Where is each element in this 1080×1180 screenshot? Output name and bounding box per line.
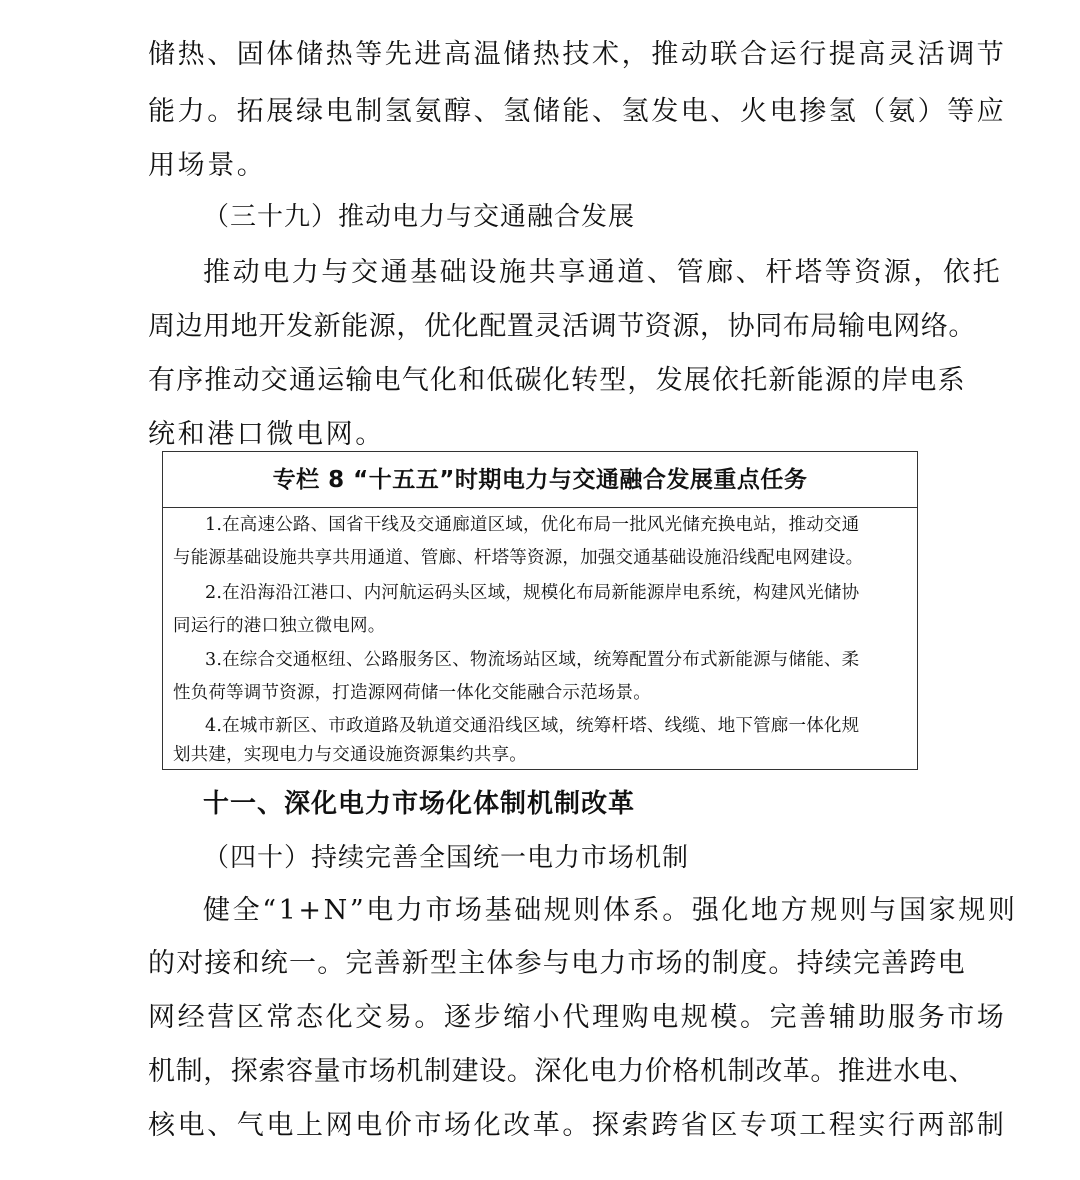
column-box-line: 同运行的港口独立微电网。 [173, 616, 386, 636]
paragraph-line: 能力。拓展绿电制氢氨醇、氢储能、氢发电、火电掺氢（氨）等应 [148, 96, 1007, 127]
column-box-title: 专栏 8 “十五五”时期电力与交通融合发展重点任务 [163, 452, 917, 508]
column-box-line: 3.在综合交通枢纽、公路服务区、物流场站区域，统筹配置分布式新能源与储能、柔 [205, 650, 860, 670]
paragraph-line: 有序推动交通运输电气化和低碳化转型，发展依托新能源的岸电系 [148, 365, 966, 396]
column-box-line: 性负荷等调节资源，打造源网荷储一体化交能融合示范场景。 [173, 683, 651, 703]
chapter-heading-11: 十一、深化电力市场化体制机制改革 [203, 789, 636, 819]
paragraph-line: 周边用地开发新能源，优化配置灵活调节资源，协同布局输电网络。 [148, 311, 976, 342]
paragraph-line: 网经营区常态化交易。逐步缩小代理购电规模。完善辅助服务市场 [148, 1002, 1007, 1033]
paragraph-line: 健全“1+N”电力市场基础规则体系。强化地方规则与国家规则 [203, 895, 1018, 926]
column-box-line: 4.在城市新区、市政道路及轨道交通沿线区域，统筹杆塔、线缆、地下管廊一体化规 [205, 716, 860, 736]
column-box-line: 2.在沿海沿江港口、内河航运码头区域，规模化布局新能源岸电系统，构建风光储协 [205, 583, 860, 603]
paragraph-line: 机制，探索容量市场机制建设。深化电力价格机制改革。推进水电、 [148, 1056, 976, 1087]
column-box-line: 划共建，实现电力与交通设施资源集约共享。 [173, 745, 527, 765]
paragraph-line: 储热、固体储热等先进高温储热技术，推动联合运行提高灵活调节 [148, 39, 1007, 70]
paragraph-line: 用场景。 [148, 150, 267, 181]
section-heading-40: （四十）持续完善全国统一电力市场机制 [203, 843, 690, 873]
paragraph-line: 的对接和统一。完善新型主体参与电力市场的制度。持续完善跨电 [148, 948, 966, 979]
paragraph-line: 核电、气电上网电价市场化改革。探索跨省区专项工程实行两部制 [148, 1110, 1007, 1141]
paragraph-line: 统和港口微电网。 [148, 419, 385, 450]
column-box-line: 与能源基础设施共享共用通道、管廊、杆塔等资源，加强交通基础设施沿线配电网建设。 [173, 548, 864, 568]
column-box [162, 451, 918, 770]
section-heading-39: （三十九）推动电力与交通融合发展 [203, 202, 636, 232]
column-box-line: 1.在高速公路、国省干线及交通廊道区域，优化布局一批风光储充换电站，推动交通 [205, 515, 860, 535]
paragraph-line: 推动电力与交通基础设施共享通道、管廊、杆塔等资源，依托 [203, 257, 1003, 288]
